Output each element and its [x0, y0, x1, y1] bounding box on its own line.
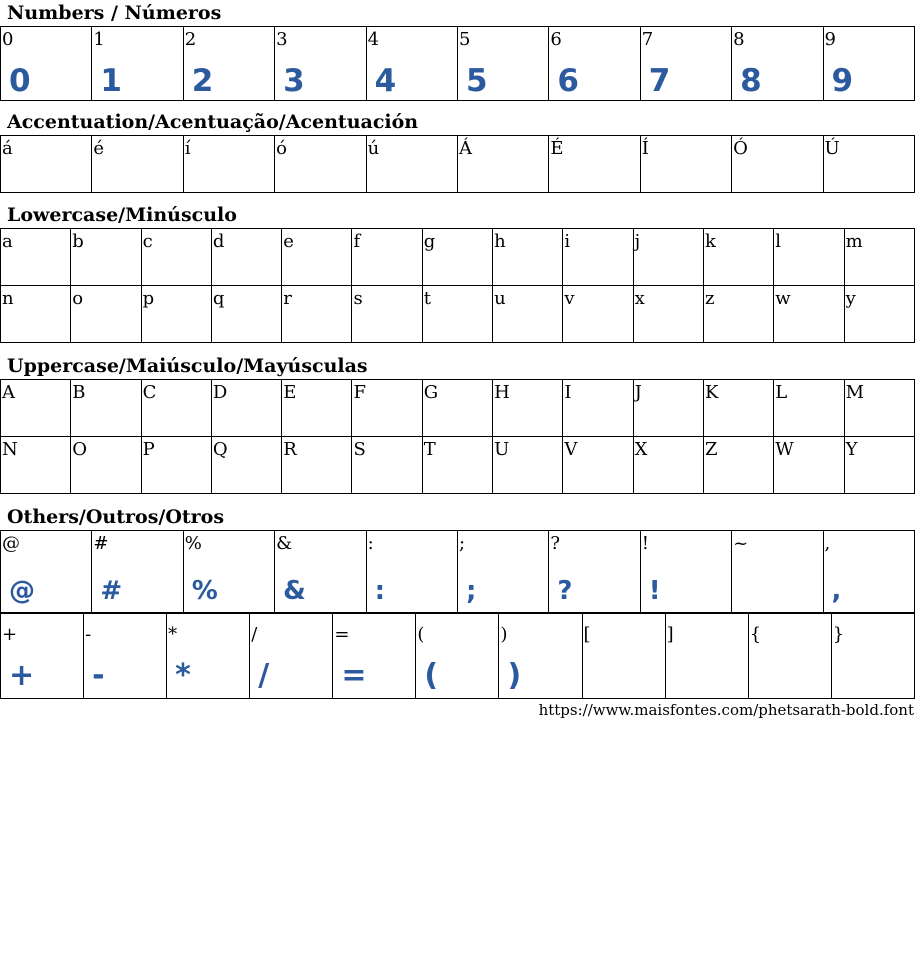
character-cell [633, 229, 703, 286]
character-label: í [184, 138, 191, 159]
character-label: ) [500, 624, 508, 645]
character-cell [92, 136, 183, 193]
character-cell [823, 531, 914, 613]
character-label: [ [583, 624, 591, 645]
character-label: E [283, 382, 297, 403]
character-label: 7 [641, 29, 654, 50]
font-glyph-sample: ! [648, 576, 661, 606]
character-label: + [2, 624, 18, 645]
character-label: % [184, 533, 202, 554]
character-cell [422, 380, 492, 437]
character-label: B [72, 382, 86, 403]
character-cell [844, 229, 914, 286]
character-label: É [550, 138, 564, 159]
font-glyph-sample: 3 [283, 63, 305, 99]
font-glyph-sample: - [92, 658, 105, 693]
character-cell [1, 286, 71, 343]
character-label: N [2, 439, 18, 460]
character-label: n [2, 288, 14, 309]
character-label: 8 [733, 29, 745, 50]
uppercase-row [1, 437, 915, 494]
character-cell [499, 614, 582, 699]
character-cell [582, 614, 665, 699]
character-cell [366, 531, 457, 613]
character-label: - [85, 624, 92, 645]
character-cell [823, 27, 914, 101]
character-cell [211, 380, 281, 437]
character-cell [748, 614, 831, 699]
source-url-link[interactable]: https://www.maisfontes.com/phetsarath-bold.font [538, 701, 914, 719]
character-cell [703, 286, 773, 343]
character-cell [703, 380, 773, 437]
character-cell [275, 531, 366, 613]
character-cell [633, 437, 703, 494]
others-row [1, 531, 915, 613]
character-cell [1, 380, 71, 437]
font-glyph-sample: ? [557, 576, 573, 606]
character-label: A [2, 382, 15, 403]
character-label: & [276, 533, 293, 554]
character-cell [732, 136, 823, 193]
character-cell [71, 380, 141, 437]
character-cell [1, 614, 84, 699]
accentuation-heading: Accentuation/Acentuação/Acentuación [7, 111, 419, 133]
character-cell [665, 614, 748, 699]
character-cell [352, 380, 422, 437]
character-cell [732, 531, 823, 613]
character-label: J [634, 382, 642, 403]
character-label: C [142, 382, 157, 403]
character-label: ! [641, 533, 649, 554]
character-cell [183, 27, 274, 101]
character-label: G [423, 382, 439, 403]
font-glyph-sample: 2 [191, 63, 214, 99]
character-label: Q [212, 439, 228, 460]
character-cell [141, 286, 211, 343]
character-cell [563, 380, 633, 437]
font-glyph-sample: 8 [740, 63, 762, 99]
character-cell [457, 136, 548, 193]
character-cell [774, 437, 844, 494]
character-label: @ [2, 533, 20, 554]
character-label: { [749, 624, 762, 645]
character-label: s [353, 288, 363, 309]
character-label: I [564, 382, 572, 403]
font-glyph-sample: , [831, 576, 842, 606]
character-label: j [634, 231, 641, 252]
character-cell [774, 229, 844, 286]
character-label: } [832, 624, 845, 645]
character-label: R [283, 439, 297, 460]
character-label: 4 [367, 29, 380, 50]
character-label: g [423, 231, 436, 252]
font-glyph-sample: ) [507, 658, 522, 693]
character-cell [493, 380, 563, 437]
character-cell [549, 27, 640, 101]
character-label: Í [641, 138, 649, 159]
character-cell [563, 229, 633, 286]
character-cell [282, 229, 352, 286]
font-glyph-sample: * [175, 658, 191, 693]
accentuation-row [1, 136, 915, 193]
character-label: r [283, 288, 292, 309]
character-label: 1 [93, 29, 105, 50]
numbers-heading: Numbers / Números [7, 2, 222, 24]
font-glyph-sample: @ [9, 576, 35, 606]
character-label: 5 [458, 29, 471, 50]
character-label: t [423, 288, 432, 309]
character-cell [282, 437, 352, 494]
font-glyph-sample: 9 [831, 63, 854, 99]
character-cell [71, 437, 141, 494]
character-cell [141, 229, 211, 286]
character-label: ( [417, 624, 425, 645]
accentuation-table [0, 135, 915, 193]
character-cell [211, 229, 281, 286]
character-label: U [494, 439, 510, 460]
character-cell [422, 286, 492, 343]
character-cell [71, 286, 141, 343]
character-label: # [93, 533, 109, 554]
character-label: y [845, 288, 856, 309]
font-glyph-sample: 6 [557, 63, 579, 99]
character-cell [823, 136, 914, 193]
character-label: , [824, 533, 831, 554]
character-label: Z [704, 439, 718, 460]
character-cell [422, 437, 492, 494]
lowercase-row [1, 286, 915, 343]
others-table-row2 [0, 613, 915, 699]
character-label: ó [276, 138, 288, 159]
others-row [1, 614, 915, 699]
character-cell [640, 27, 731, 101]
font-glyph-sample: 7 [648, 63, 671, 99]
character-label: u [494, 288, 506, 309]
character-label: p [142, 288, 155, 309]
character-label: K [704, 382, 719, 403]
character-label: z [704, 288, 715, 309]
character-cell [1, 531, 92, 613]
character-cell [633, 286, 703, 343]
character-label: w [775, 288, 791, 309]
character-cell [250, 614, 333, 699]
character-label: a [2, 231, 13, 252]
character-cell [416, 614, 499, 699]
character-cell [92, 531, 183, 613]
character-label: ] [666, 624, 674, 645]
numbers-row [1, 27, 915, 101]
character-cell [71, 229, 141, 286]
character-cell [282, 380, 352, 437]
character-cell [141, 380, 211, 437]
character-label: á [2, 138, 13, 159]
character-label: : [367, 533, 374, 554]
character-cell [92, 27, 183, 101]
font-glyph-sample: 1 [100, 63, 122, 99]
font-glyph-sample: 5 [465, 63, 488, 99]
character-cell [493, 437, 563, 494]
character-cell [844, 437, 914, 494]
uppercase-heading: Uppercase/Maiúsculo/Mayúsculas [7, 355, 368, 377]
font-glyph-sample: / [258, 658, 270, 693]
character-cell [457, 27, 548, 101]
character-label: ú [367, 138, 380, 159]
character-cell [183, 531, 274, 613]
character-label: v [564, 288, 575, 309]
character-label: h [494, 231, 506, 252]
character-label: q [212, 288, 225, 309]
character-cell [563, 286, 633, 343]
character-label: ? [550, 533, 560, 554]
uppercase-table [0, 379, 915, 494]
character-label: W [775, 439, 794, 460]
character-label: Á [458, 138, 472, 159]
character-label: Ú [824, 138, 840, 159]
character-label: 9 [824, 29, 836, 50]
character-cell [183, 136, 274, 193]
character-label: m [845, 231, 863, 252]
font-glyph-sample: 4 [374, 63, 397, 99]
others-table-row1 [0, 530, 915, 613]
font-glyph-sample: ( [424, 658, 439, 693]
character-label: D [212, 382, 228, 403]
lowercase-table [0, 228, 915, 343]
character-label: Y [845, 439, 858, 460]
character-label: = [334, 624, 350, 645]
character-cell [549, 136, 640, 193]
font-glyph-sample: # [100, 576, 123, 606]
character-cell [211, 286, 281, 343]
character-label: ~ [733, 533, 749, 554]
character-cell [422, 229, 492, 286]
character-cell [549, 531, 640, 613]
character-label: e [283, 231, 294, 252]
character-cell [703, 437, 773, 494]
font-glyph-sample: ; [465, 576, 477, 606]
character-cell [275, 136, 366, 193]
character-label: 0 [2, 29, 14, 50]
character-cell [563, 437, 633, 494]
font-glyph-sample: + [9, 658, 35, 693]
character-cell [1, 437, 71, 494]
character-label: f [353, 231, 361, 252]
character-label: o [72, 288, 84, 309]
character-label: Ó [733, 138, 748, 159]
character-label: 6 [550, 29, 562, 50]
character-label: x [634, 288, 645, 309]
character-label: V [564, 439, 578, 460]
character-cell [774, 380, 844, 437]
character-label: d [212, 231, 225, 252]
lowercase-row [1, 229, 915, 286]
character-label: S [353, 439, 366, 460]
character-label: é [93, 138, 105, 159]
character-label: k [704, 231, 716, 252]
character-label: F [353, 382, 366, 403]
character-label: i [564, 231, 571, 252]
character-cell [282, 286, 352, 343]
character-cell [844, 380, 914, 437]
font-glyph-sample: & [283, 576, 306, 606]
character-cell [1, 229, 71, 286]
character-cell [732, 27, 823, 101]
character-cell [493, 229, 563, 286]
font-glyph-sample: 0 [9, 63, 31, 99]
character-cell [457, 531, 548, 613]
character-cell [211, 437, 281, 494]
character-cell [633, 380, 703, 437]
character-label: L [775, 382, 788, 403]
font-glyph-sample: : [374, 576, 385, 606]
character-cell [844, 286, 914, 343]
character-label: ; [458, 533, 466, 554]
character-cell [366, 136, 457, 193]
character-label: T [423, 439, 436, 460]
character-cell [366, 27, 457, 101]
character-label: P [142, 439, 155, 460]
others-heading: Others/Outros/Otros [7, 506, 225, 528]
character-cell [275, 27, 366, 101]
character-label: b [72, 231, 84, 252]
font-glyph-sample: % [191, 576, 218, 606]
character-label: 2 [184, 29, 197, 50]
character-cell [703, 229, 773, 286]
character-cell [1, 27, 92, 101]
character-label: X [634, 439, 648, 460]
character-cell [1, 136, 92, 193]
character-label: H [494, 382, 510, 403]
character-cell [640, 136, 731, 193]
character-cell [640, 531, 731, 613]
uppercase-row [1, 380, 915, 437]
numbers-table [0, 26, 915, 101]
font-glyph-sample: = [341, 658, 367, 693]
character-cell [493, 286, 563, 343]
character-cell [141, 437, 211, 494]
character-label: O [72, 439, 88, 460]
character-cell [167, 614, 250, 699]
character-cell [333, 614, 416, 699]
character-label: l [775, 231, 782, 252]
character-cell [774, 286, 844, 343]
lowercase-heading: Lowercase/Minúsculo [7, 204, 237, 226]
character-cell [84, 614, 167, 699]
character-label: M [845, 382, 864, 403]
character-label: * [168, 624, 178, 645]
character-cell [352, 286, 422, 343]
character-label: / [251, 624, 258, 645]
character-cell [352, 229, 422, 286]
character-label: 3 [276, 29, 288, 50]
character-label: c [142, 231, 153, 252]
character-cell [352, 437, 422, 494]
character-cell [831, 614, 914, 699]
